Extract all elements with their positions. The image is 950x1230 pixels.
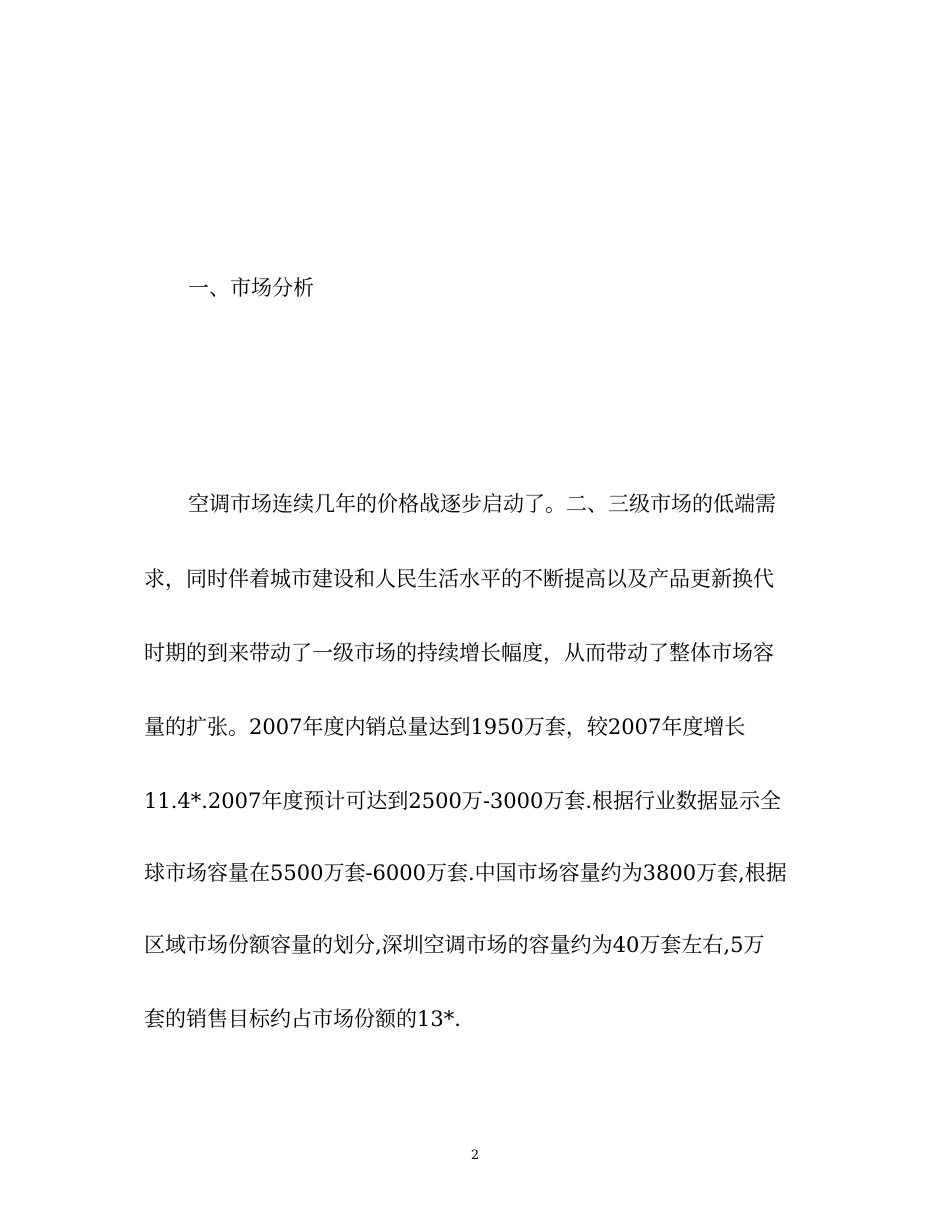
paragraph-line: 套的销售目标约占市场份额的13*. <box>144 1007 461 1031</box>
paragraph-line: 求，同时伴着城市建设和人民生活水平的不断提高以及产品更新换代 <box>144 567 774 591</box>
paragraph-line: 时期的到来带动了一级市场的持续增长幅度，从而带动了整体市场容 <box>144 641 774 665</box>
paragraph-line: 空调市场连续几年的价格战逐步启动了。二、三级市场的低端需 <box>188 492 776 516</box>
paragraph-line: 球市场容量在5500万套-6000万套.中国市场容量约为3800万套,根据 <box>144 861 787 885</box>
paragraph-line: 量的扩张。2007年度内销总量达到1950万套，较2007年度增长 <box>144 715 746 739</box>
paragraph-line: 11.4*.2007年度预计可达到2500万-3000万套.根据行业数据显示全 <box>144 789 782 813</box>
section-heading: 一、市场分析 <box>188 276 314 300</box>
paragraph-line: 区域市场份额容量的划分,深圳空调市场的容量约为40万套左右,5万 <box>144 933 765 957</box>
page-number: 2 <box>470 1148 480 1163</box>
